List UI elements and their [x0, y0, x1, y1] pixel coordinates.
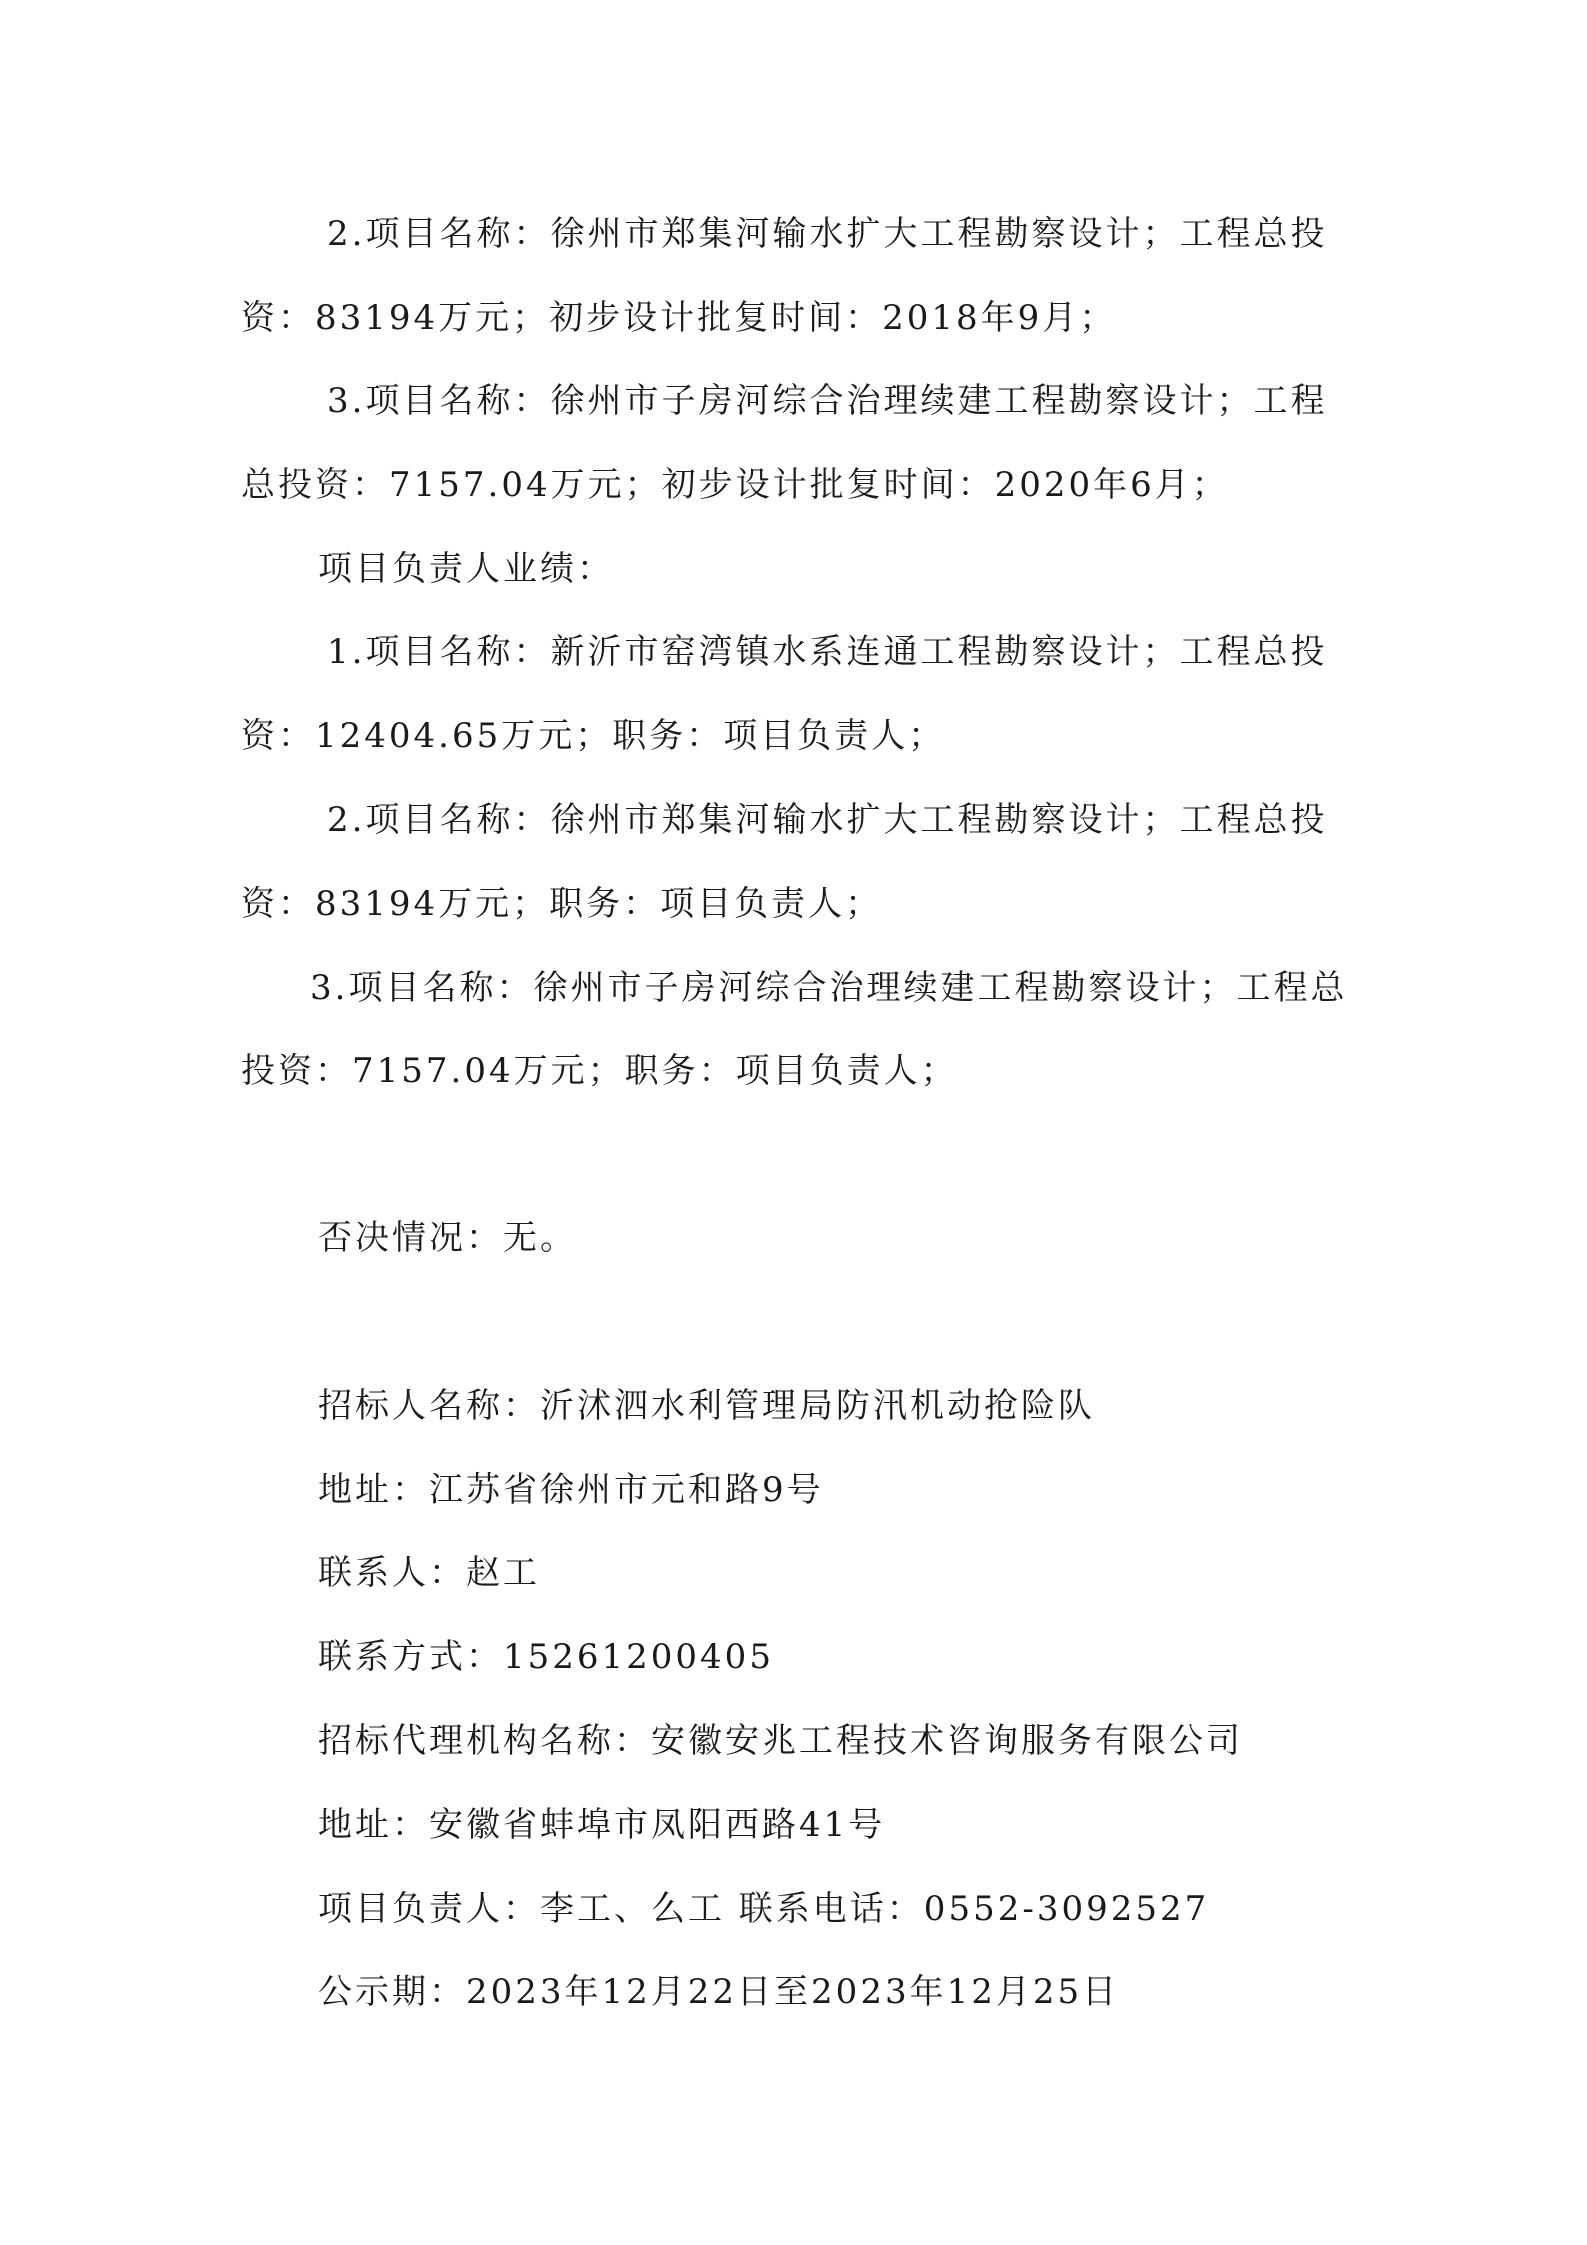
- designer-project-3-line1: 3.项目名称：徐州市子房河综合治理续建工程勘察设计；工程: [327, 381, 1328, 421]
- tenderer-address: 地址：江苏省徐州市元和路9号: [318, 1470, 824, 1510]
- veto-status: 否决情况：无。: [318, 1218, 577, 1258]
- manager-project-3-line2: 投资：7157.04万元；职务：项目负责人；: [241, 1051, 958, 1091]
- manager-project-1-line2: 资：12404.65万元；职务：项目负责人；: [241, 716, 946, 756]
- manager-project-2-line1: 2.项目名称：徐州市郑集河输水扩大工程勘察设计；工程总投: [327, 800, 1328, 840]
- contact-phone: 联系方式：15261200405: [318, 1637, 774, 1677]
- tenderer-name: 招标人名称：沂沭泗水利管理局防汛机动抢险队: [318, 1386, 1095, 1426]
- publicity-period: 公示期：2023年12月22日至2023年12月25日: [318, 1972, 1120, 2012]
- contact-person: 联系人：赵工: [318, 1553, 540, 1593]
- manager-performance-heading: 项目负责人业绩：: [318, 549, 614, 589]
- agency-address: 地址：安徽省蚌埠市凤阳西路41号: [318, 1805, 886, 1845]
- agency-name: 招标代理机构名称：安徽安兆工程技术咨询服务有限公司: [318, 1721, 1243, 1761]
- manager-project-3-line1: 3.项目名称：徐州市子房河综合治理续建工程勘察设计；工程总: [310, 968, 1348, 1008]
- designer-project-2-line1: 2.项目名称：徐州市郑集河输水扩大工程勘察设计；工程总投: [327, 214, 1328, 254]
- designer-project-2-line2: 资：83194万元；初步设计批复时间：2018年9月；: [241, 298, 1117, 338]
- manager-project-1-line1: 1.项目名称：新沂市窑湾镇水系连通工程勘察设计；工程总投: [327, 632, 1328, 672]
- designer-project-3-line2: 总投资：7157.04万元；初步设计批复时间：2020年6月；: [241, 465, 1229, 505]
- agency-manager-phone: 项目负责人：李工、么工 联系电话：0552-3092527: [318, 1889, 1210, 1929]
- manager-project-2-line2: 资：83194万元；职务：项目负责人；: [241, 884, 883, 924]
